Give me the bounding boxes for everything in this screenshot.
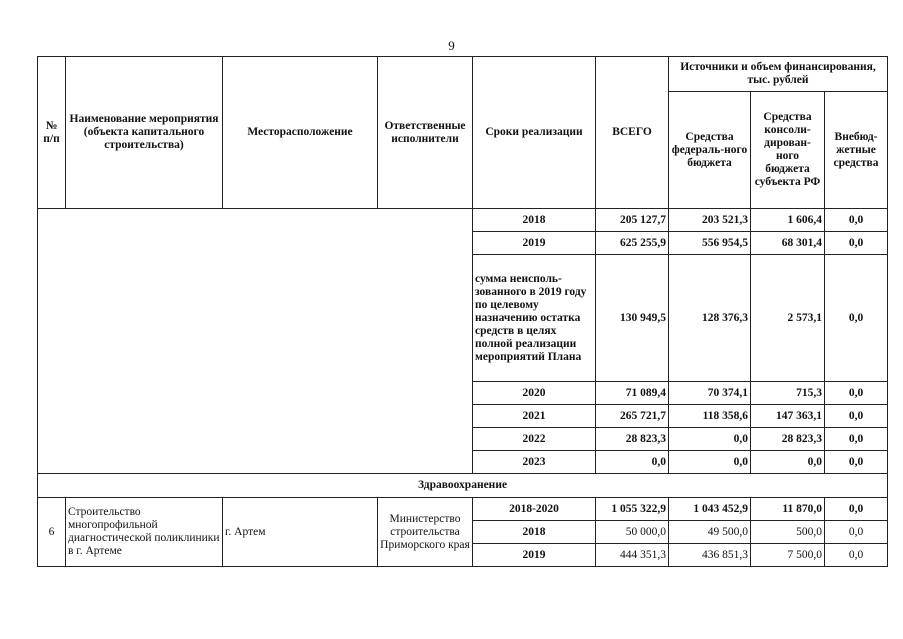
period-cell: сумма неисполь-зованного в 2019 году по целевому назначению остатка средств в целях полной реализации мероприятий Плана <box>473 255 596 382</box>
extra-cell: 0,0 <box>825 451 888 474</box>
item-executors: Министерство строительства Приморского края <box>378 498 473 567</box>
regional-cell: 715,3 <box>751 382 825 405</box>
federal-cell: 70 374,1 <box>669 382 751 405</box>
extra-cell: 0,0 <box>825 209 888 232</box>
regional-cell: 28 823,3 <box>751 428 825 451</box>
header-regional: Средства консоли-дирован-ного бюджета субъекта РФ <box>751 92 825 209</box>
header-total: ВСЕГО <box>596 57 669 209</box>
section-row <box>38 474 888 498</box>
regional-cell: 7 500,0 <box>751 544 825 567</box>
page-number: 9 <box>448 38 455 53</box>
federal-cell: 49 500,0 <box>669 521 751 544</box>
period-cell: 2020 <box>473 382 596 405</box>
table-row <box>38 209 888 232</box>
regional-cell: 2 573,1 <box>751 255 825 382</box>
item-location: г. Артем <box>223 498 378 567</box>
total-cell: 0,0 <box>596 451 669 474</box>
extra-cell: 0,0 <box>825 498 888 521</box>
blank-merged-cell <box>38 209 473 474</box>
total-cell: 444 351,3 <box>596 544 669 567</box>
total-cell: 205 127,7 <box>596 209 669 232</box>
extra-cell: 0,0 <box>825 428 888 451</box>
period-cell: 2018 <box>473 521 596 544</box>
regional-cell: 0,0 <box>751 451 825 474</box>
federal-cell: 128 376,3 <box>669 255 751 382</box>
regional-cell: 500,0 <box>751 521 825 544</box>
period-cell: 2018-2020 <box>473 498 596 521</box>
total-cell: 625 255,9 <box>596 232 669 255</box>
total-cell: 130 949,5 <box>596 255 669 382</box>
period-cell: 2019 <box>473 544 596 567</box>
total-cell: 71 089,4 <box>596 382 669 405</box>
header-num: № п/п <box>38 57 66 209</box>
federal-cell: 118 358,6 <box>669 405 751 428</box>
federal-cell: 436 851,3 <box>669 544 751 567</box>
federal-cell: 1 043 452,9 <box>669 498 751 521</box>
section-title: Здравоохранение <box>38 474 888 498</box>
federal-cell: 556 954,5 <box>669 232 751 255</box>
header-period: Сроки реализации <box>473 57 596 209</box>
header-location: Месторасположение <box>223 57 378 209</box>
regional-cell: 147 363,1 <box>751 405 825 428</box>
header-row-1 <box>38 57 888 92</box>
header-extra: Внебюд-жетные средства <box>825 92 888 209</box>
extra-cell: 0,0 <box>825 405 888 428</box>
header-name: Наименование мероприятия (объекта капитального строительства) <box>66 57 223 209</box>
total-cell: 28 823,3 <box>596 428 669 451</box>
financing-table <box>37 56 888 567</box>
total-cell: 265 721,7 <box>596 405 669 428</box>
extra-cell: 0,0 <box>825 544 888 567</box>
period-cell: 2023 <box>473 451 596 474</box>
item-num: 6 <box>38 498 66 567</box>
federal-cell: 0,0 <box>669 451 751 474</box>
period-cell: 2021 <box>473 405 596 428</box>
regional-cell: 11 870,0 <box>751 498 825 521</box>
federal-cell: 0,0 <box>669 428 751 451</box>
item-name: Строительство многопрофильной диагностической поликлиники в г. Артеме <box>66 498 223 567</box>
header-federal: Средства федераль-ного бюджета <box>669 92 751 209</box>
regional-cell: 1 606,4 <box>751 209 825 232</box>
period-cell: 2022 <box>473 428 596 451</box>
extra-cell: 0,0 <box>825 232 888 255</box>
table-row <box>38 498 888 521</box>
extra-cell: 0,0 <box>825 521 888 544</box>
total-cell: 50 000,0 <box>596 521 669 544</box>
header-executors: Ответственные исполнители <box>378 57 473 209</box>
total-cell: 1 055 322,9 <box>596 498 669 521</box>
regional-cell: 68 301,4 <box>751 232 825 255</box>
header-sources-group: Источники и объем финансирования, тыс. рублей <box>669 57 888 92</box>
extra-cell: 0,0 <box>825 382 888 405</box>
federal-cell: 203 521,3 <box>669 209 751 232</box>
extra-cell: 0,0 <box>825 255 888 382</box>
period-cell: 2019 <box>473 232 596 255</box>
period-cell: 2018 <box>473 209 596 232</box>
